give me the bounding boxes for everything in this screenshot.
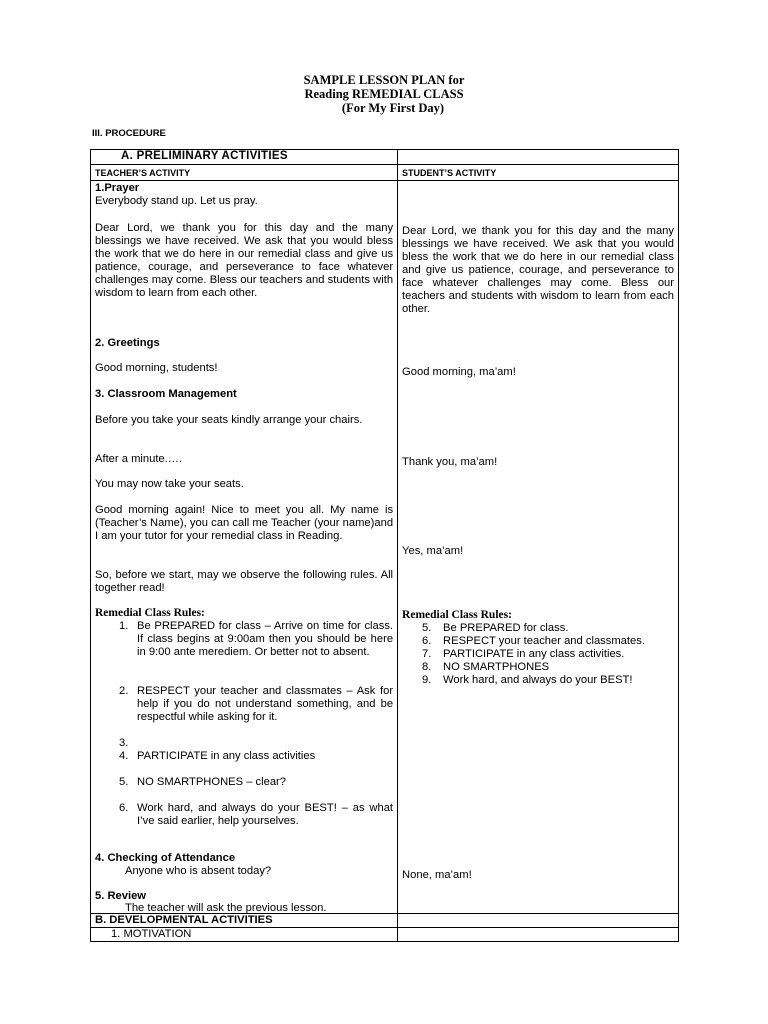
prayer-intro: Everybody stand up. Let us pray.	[95, 195, 258, 207]
arrange-chairs-text: Before you take your seats kindly arrange your chairs.	[95, 414, 363, 426]
motivation-row	[91, 928, 679, 942]
student-thanks-reply: Thank you, ma’am!	[402, 456, 498, 468]
procedure-content-row	[91, 181, 679, 914]
empty-cell	[398, 914, 679, 928]
rule-item: 4. PARTICIPATE in any class activities	[119, 750, 316, 762]
rule-item: 5. NO SMARTPHONES – clear?	[119, 776, 286, 788]
preliminary-heading-row	[91, 150, 679, 165]
rule-item: 6. RESPECT your teacher and classmates.	[422, 635, 645, 647]
student-prayer-text: Dear Lord, we thank you for this day and the many blessings we have received. We ask that you would bless the work that we do here in our remedial class and give us patience, courage, and perseverance to face whatever challenges may come. Bless our teachers and students with wisdom to learn from each other.	[402, 225, 674, 315]
rule-item: 3.	[119, 737, 129, 749]
preliminary-heading: A. PRELIMINARY ACTIVITIES	[91, 150, 398, 165]
document-title-line3: (For My First Day)	[341, 101, 445, 115]
student-rules-list	[402, 622, 674, 687]
prayer-heading: 1.Prayer	[95, 182, 140, 194]
developmental-heading-row	[91, 914, 679, 928]
student-absent-reply: None, ma’am!	[402, 869, 472, 881]
column-heading-row	[91, 165, 679, 181]
rule-item: 7. PARTICIPATE in any class activities.	[422, 648, 625, 660]
rule-item: 8. NO SMARTPHONES	[422, 661, 550, 673]
student-greeting-reply: Good morning, ma’am!	[402, 366, 516, 378]
section-label: III. PROCEDURE	[92, 128, 166, 139]
developmental-heading: B. DEVELOPMENTAL ACTIVITIES	[91, 914, 398, 928]
rule-item: 1. Be PREPARED for class – Arrive on time for class. If class begins at 9:00am then you should be here in 9:00 ante merediem. Or better not to absent.	[119, 620, 394, 658]
attendance-question: Anyone who is absent today?	[125, 865, 272, 877]
classroom-management-heading: 3. Classroom Management	[95, 388, 237, 400]
student-activity-cell	[398, 181, 679, 914]
teacher-greeting: Good morning, students!	[95, 362, 218, 374]
empty-cell	[398, 150, 679, 165]
document-title-line1: SAMPLE LESSON PLAN for	[303, 73, 465, 87]
rule-item: 6. Work hard, and always do your BEST! – as what I’ve said earlier, help yourselves.	[119, 802, 394, 827]
review-text: The teacher will ask the previous lesson.	[125, 902, 327, 914]
rule-item: 5. Be PREPARED for class.	[422, 622, 569, 634]
empty-cell	[398, 928, 679, 942]
teacher-activity-cell	[91, 181, 398, 914]
teacher-rules-heading: Remedial Class Rules:	[95, 607, 205, 619]
student-rules-heading: Remedial Class Rules:	[402, 609, 512, 621]
teacher-prayer-text: Dear Lord, we thank you for this day and the many blessings we have received. We ask that you would bless the work that we do here in our remedial class and give us patience, courage, and perseverance to face whatever challenges may come. Bless our teachers and students with wisdom to learn from each other.	[95, 222, 394, 299]
document-title-line2: Reading REMEDIAL CLASS	[304, 87, 464, 101]
review-heading: 5. Review	[95, 890, 146, 902]
student-yes-reply: Yes, ma’am!	[402, 545, 464, 557]
motivation-item: 1. MOTIVATION	[91, 928, 398, 942]
teacher-rules-list	[95, 620, 393, 841]
after-a-minute-text: After a minute.….	[95, 453, 183, 465]
attendance-heading: 4. Checking of Attendance	[95, 852, 236, 864]
greetings-heading: 2. Greetings	[95, 337, 160, 349]
teacher-column-heading: TEACHER’S ACTIVITY	[91, 165, 398, 181]
introduction-text: Good morning again! Nice to meet you all. My name is (Teacher’s Name), you can call me Teacher (your name)and I am your tutor for your remedial class in Reading.	[95, 504, 394, 542]
rules-intro-text: So, before we start, may we observe the following rules. All together read!	[95, 569, 394, 594]
lesson-plan-table	[90, 149, 679, 942]
take-seats-text: You may now take your seats.	[95, 478, 244, 490]
rule-item: 9. Work hard, and always do your BEST!	[422, 674, 633, 686]
rule-item: 2. RESPECT your teacher and classmates – Ask for help if you do not understand something, and be respectful while asking for it.	[119, 685, 394, 723]
student-column-heading: STUDENT’S ACTIVITY	[398, 165, 679, 181]
